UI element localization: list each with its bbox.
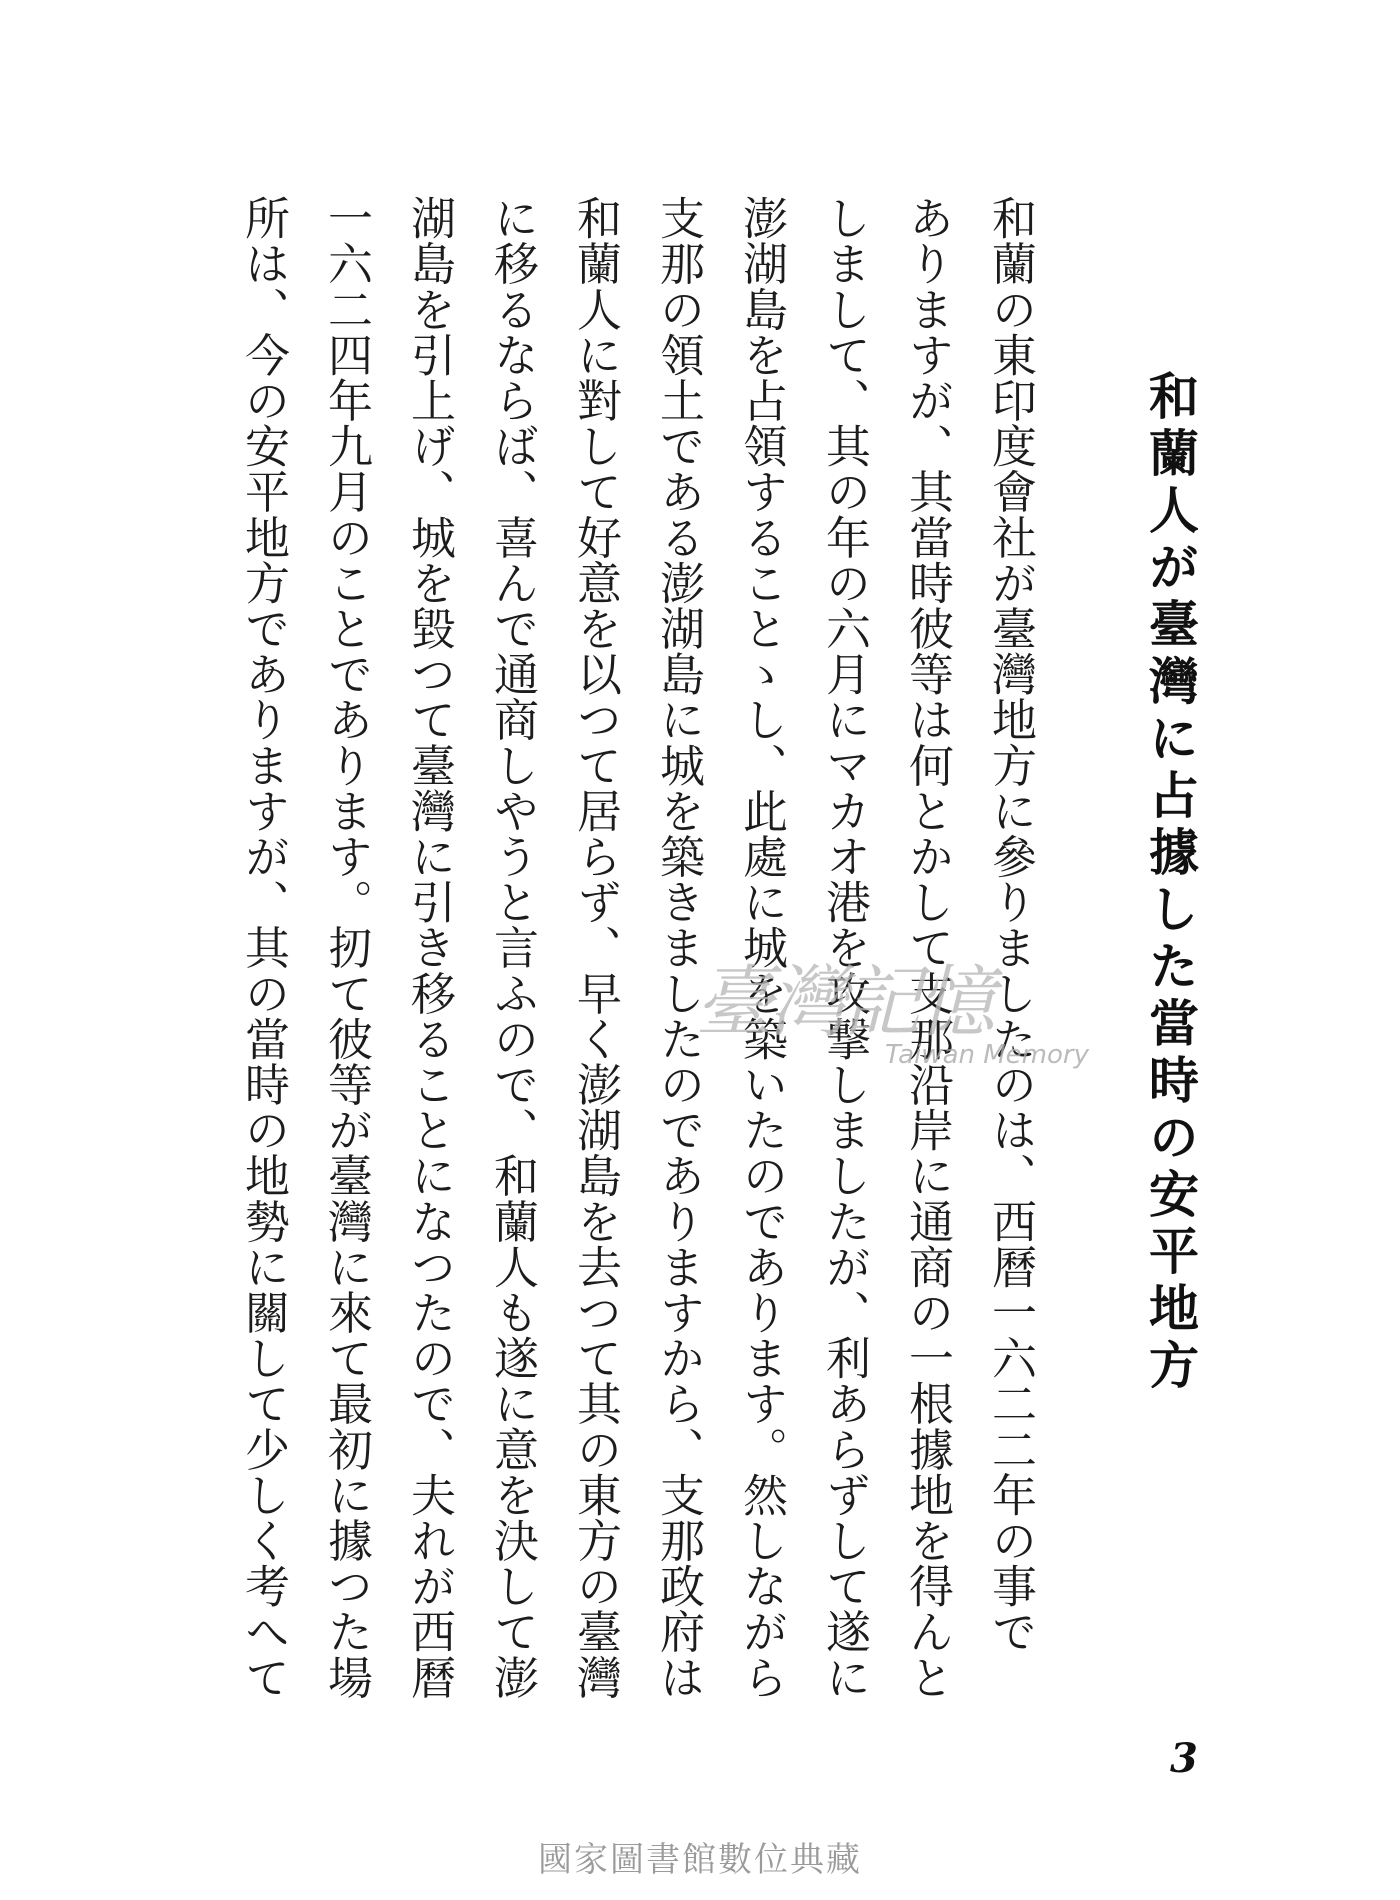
section-heading: 和蘭人が臺灣に占據した當時の安平地方 (1141, 370, 1199, 1396)
text-column-8: 湖島を引上げ、城を毀つて臺灣に引き移ることになつたので、夫れが西曆 (403, 195, 456, 1700)
text-column-2: ありますが、其當時彼等は何とかして支那沿岸に通商の一根據地を得んと (901, 195, 954, 1700)
text-column-10: 所は、今の安平地方でありますが、其の當時の地勢に關して少しく考へて (237, 195, 290, 1700)
page-number: 3 (1170, 1735, 1198, 1782)
text-column-5: 支那の領土である澎湖島に城を築きましたのでありますから、支那政府は (652, 195, 705, 1700)
body-text (230, 195, 1040, 1700)
watermark-sub-text: Taiwan Memory (885, 1040, 1089, 1070)
text-column-4: 澎湖島を占領することゝし、此處に城を築いたのであります。然しながら (735, 195, 788, 1700)
text-column-3: しまして、其の年の六月にマカオ港を攻撃しましたが、利あらずして遂に (818, 195, 871, 1700)
text-column-9: 一六二四年九月のことであります。扨て彼等が臺灣に來て最初に據つた場 (320, 195, 373, 1700)
watermark-main-text: 臺灣記憶 (695, 958, 992, 1048)
text-column-6: 和蘭人に對して好意を以つて居らず、早く澎湖島を去つて其の東方の臺灣 (569, 195, 622, 1700)
footer-credit: 國家圖書館數位典藏 (538, 1840, 862, 1880)
text-column-7: に移るならば、喜んで通商しやうと言ふので、和蘭人も遂に意を決して澎 (486, 195, 539, 1700)
text-column-1: 和蘭の東印度會社が臺灣地方に參りましたのは、西曆一六二二年の事で (984, 195, 1037, 1655)
